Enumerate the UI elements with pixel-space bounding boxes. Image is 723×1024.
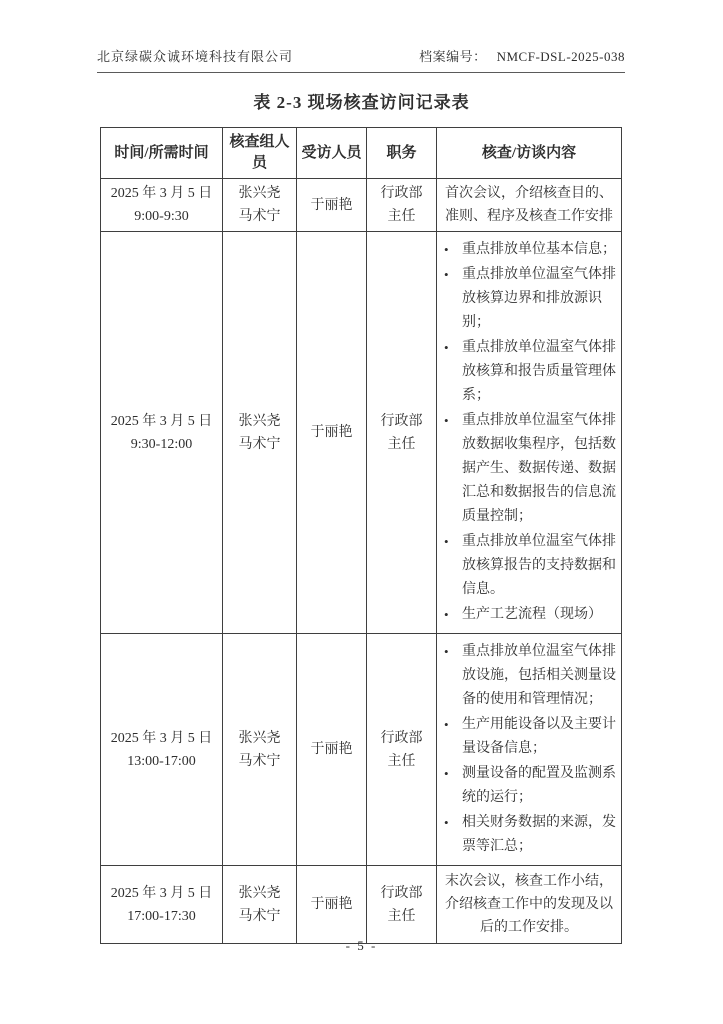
col-header-position: 职务 [367,128,437,179]
list-item: • 测量设备的配置及监测系统的运行； [441,762,617,810]
table-row [101,179,622,232]
cell-position: 行政部 主任 [367,866,437,944]
col-header-team: 核查组人员 [223,128,297,179]
cell-position: 行政部 主任 [367,634,437,866]
archive-number: NMCF-DSL-2025-038 [496,49,625,64]
cell-content [437,634,622,866]
list-item: • 重点排放单位温室气体排放核算和报告质量管理体系； [441,336,617,408]
record-table-wrapper [100,127,622,944]
col-header-time: 时间/所需时间 [101,128,223,179]
list-item: • 重点排放单位基本信息； [441,238,617,262]
list-item: • 重点排放单位温室气体排放数据收集程序，包括数据产生、数据传递、数据汇总和数据报告的信息流质量控制； [441,409,617,529]
cell-content [437,232,622,634]
page-header [97,46,625,73]
cell-team: 张兴尧 马术宁 [223,179,297,232]
cell-time: 2025 年 3 月 5 日 9:30-12:00 [101,232,223,634]
table-row [101,634,622,866]
bullet-icon: • [444,242,449,257]
col-header-content: 核查/访谈内容 [437,128,622,179]
col-header-interviewee: 受访人员 [297,128,367,179]
list-item: • 生产用能设备以及主要计量设备信息； [441,713,617,761]
cell-position: 行政部 主任 [367,232,437,634]
bullet-icon: • [444,717,449,732]
bullet-icon: • [444,815,449,830]
content-bullet-list [441,235,617,630]
cell-time: 2025 年 3 月 5 日 9:00-9:30 [101,179,223,232]
list-item: • 相关财务数据的来源，发票等汇总； [441,811,617,859]
bullet-icon: • [444,267,449,282]
cell-team: 张兴尧 马术宁 [223,232,297,634]
cell-content: 首次会议，介绍核查目的、准则、程序及核查工作安排 [437,179,622,232]
cell-interviewee: 于丽艳 [297,634,367,866]
cell-team: 张兴尧 马术宁 [223,634,297,866]
table-row [101,232,622,634]
cell-time: 2025 年 3 月 5 日 17:00-17:30 [101,866,223,944]
record-table [100,127,622,944]
company-name: 北京绿碳众诚环境科技有限公司 [97,49,294,64]
list-item: • 重点排放单位温室气体排放核算报告的支持数据和信息。 [441,530,617,602]
cell-position: 行政部 主任 [367,179,437,232]
bullet-icon: • [444,413,449,428]
cell-team: 张兴尧 马术宁 [223,866,297,944]
bullet-icon: • [444,766,449,781]
list-item: • 重点排放单位温室气体排放核算边界和排放源识别； [441,263,617,335]
archive-number-block [419,46,625,65]
bullet-icon: • [444,340,449,355]
cell-time: 2025 年 3 月 5 日 13:00-17:00 [101,634,223,866]
table-header-row [101,128,622,179]
bullet-icon: • [444,607,449,622]
page-number: - 5 - [345,938,378,953]
table-row [101,866,622,944]
table-title: 表 2-3 现场核查访问记录表 [253,93,470,112]
bullet-icon: • [444,644,449,659]
cell-interviewee: 于丽艳 [297,866,367,944]
bullet-icon: • [444,534,449,549]
cell-interviewee: 于丽艳 [297,232,367,634]
list-item: • 重点排放单位温室气体排放设施，包括相关测量设备的使用和管理情况； [441,640,617,712]
archive-label: 档案编号： [419,49,487,64]
cell-content: 末次会议，核查工作小结，介绍核查工作中的发现及以后的工作安排。 [437,866,622,944]
cell-interviewee: 于丽艳 [297,179,367,232]
list-item: • 生产工艺流程（现场） [441,603,617,627]
content-bullet-list [441,637,617,862]
